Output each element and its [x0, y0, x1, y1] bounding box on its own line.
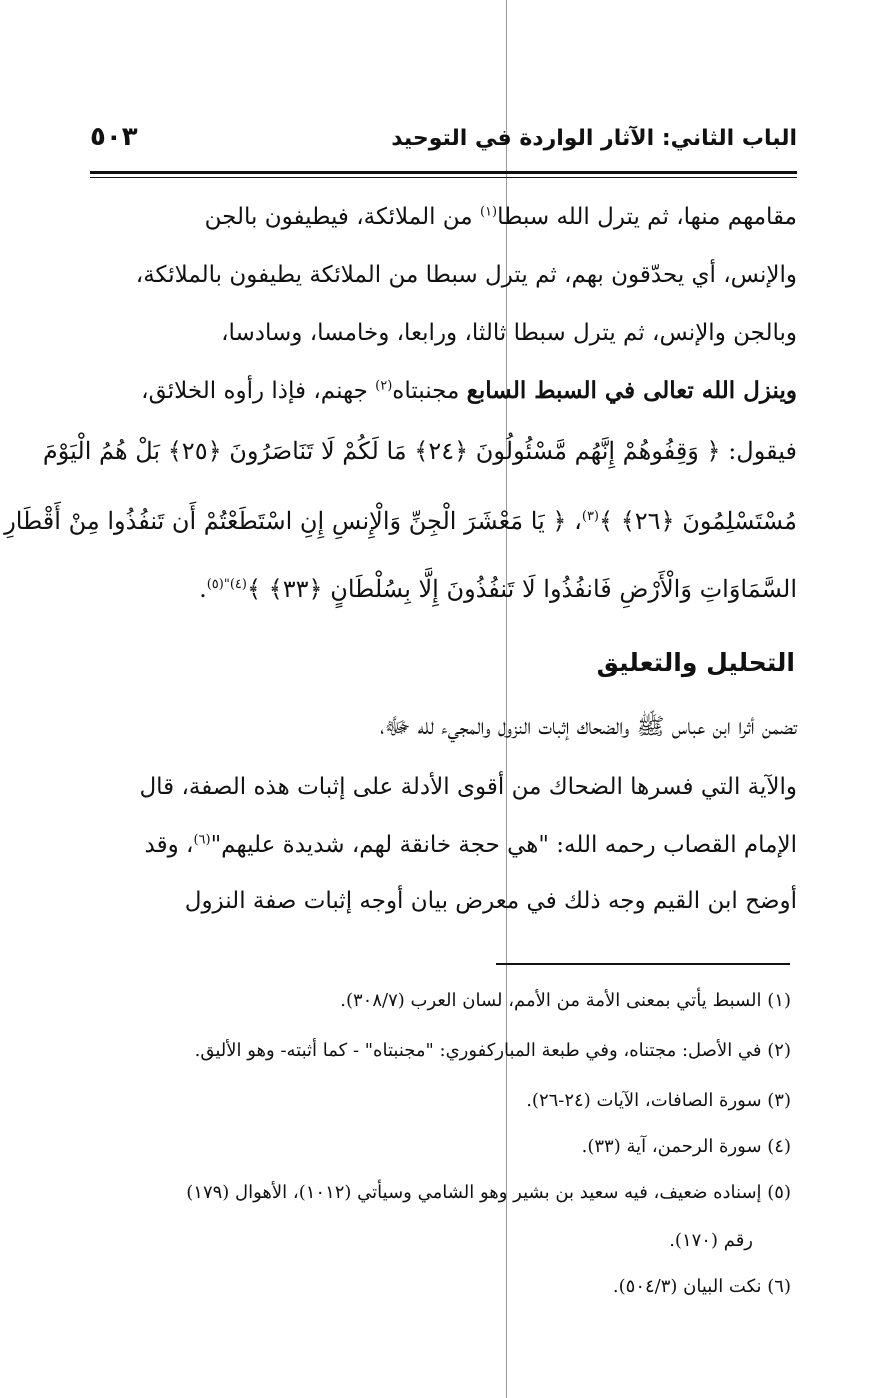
footnote-2: (٢) في الأصل: مجتناه، وفي طبعة المباركفوري: "مجنبتاه" - كما أثبته- وهو الأليق. [194, 1040, 791, 1061]
footnote-ref: (٦) [193, 832, 211, 848]
text-run: مقامهم منها، ثم يترل الله سبطا [497, 204, 797, 230]
section-heading: التحليل والتعليق [596, 648, 795, 677]
header-rule [90, 171, 797, 174]
quran-verse: مُسْتَسْلِمُونَ ﴿٢٦﴾ ﴾ [599, 507, 797, 535]
page-number: ٥٠٣ [90, 122, 138, 152]
footnote-5: (٥) إسناده ضعيف، فيه سعيد بن بشير وهو الشامي وسيأتي (١٠١٢)، الأهوال (١٧٩) [186, 1182, 791, 1203]
text-run: مجنبتاه [392, 378, 467, 404]
footnote-3: (٣) سورة الصافات، الآيات (٢٤-٢٦). [526, 1090, 791, 1111]
text-run: جهنم، فإذا رأوه الخلائق، [141, 378, 376, 404]
footnote-ref: (٤)"(٥) [206, 577, 247, 592]
text-run: . [199, 575, 207, 603]
header-rule-thin [90, 177, 797, 178]
footnote-6: (٦) نكت البيان (٥٠٤/٣). [612, 1276, 791, 1297]
text-run: ، وقد [144, 832, 194, 858]
body-line-3: وبالجن والإنس، ثم يترل سبطا ثالثا، ورابعا، وخامسا، وسادسا، [221, 320, 797, 346]
footnote-1: (١) السبط يأتي بمعنى الأمة من الأمم، لسان العرب (٣٠٨/٧). [340, 990, 791, 1011]
footnote-4: (٤) سورة الرحمن، آية (٣٣). [581, 1136, 791, 1157]
body-line-11: أوضح ابن القيم وجه ذلك في معرض بيان أوجه إثبات صفة النزول [184, 888, 797, 914]
body-line-5: فيقول: ﴿ وَقِفُوهُمْ إِنَّهُم مَّسْئُولُونَ ﴿٢٤﴾ مَا لَكُمْ لَا تَنَاصَرُونَ ﴿٢٥﴾ بَلْ هُمُ الْيَوْمَ [42, 437, 797, 465]
quran-verse: ، ﴿ يَا مَعْشَرَ الْجِنِّ وَالْإِنسِ إِنِ اسْتَطَعْتُمْ أَن تَنفُذُوا مِنْ أَقْطَارِ [4, 507, 582, 535]
footnote-separator [496, 963, 790, 965]
footnote-5-continued: رقم (١٧٠). [669, 1230, 753, 1251]
body-line-4 [84, 376, 797, 406]
text-run: الإمام القصاب رحمه الله: "هي حجة خانقة لهم، شديدة عليهم" [210, 832, 797, 858]
body-line-10 [84, 830, 797, 860]
footnote-ref: (٣) [581, 509, 599, 524]
body-line-9: والآية التي فسرها الضحاك من أقوى الأدلة على إثبات هذه الصفة، قال [139, 774, 797, 800]
header-title: الباب الثاني: الآثار الواردة في التوحيد [391, 126, 797, 151]
running-header [90, 120, 797, 164]
body-line-7 [84, 574, 797, 604]
footnote-ref: (١) [479, 204, 498, 220]
body-line-6 [4, 506, 797, 536]
body-line-1 [84, 202, 797, 232]
bold-text: وينزل الله تعالى في السبط السابع [466, 377, 797, 404]
body-line-2: والإنس، أي يحدّقون بهم، ثم يترل سبطا من الملائكة يطيفون بالملائكة، [135, 262, 797, 288]
body-line-8: تضمن أثرا ابن عباس ﷺ والضحاك إثبات النزول والمجيء لله ﷻ، [380, 714, 797, 740]
text-run: من الملائكة، فيطيفون بالجن [204, 204, 480, 230]
quran-verse: السَّمَاوَاتِ وَالْأَرْضِ فَانفُذُوا لَا تَنفُذُونَ إِلَّا بِسُلْطَانٍ ﴿٣٣﴾ ﴾ [246, 575, 797, 603]
footnote-ref: (٢) [375, 378, 393, 394]
